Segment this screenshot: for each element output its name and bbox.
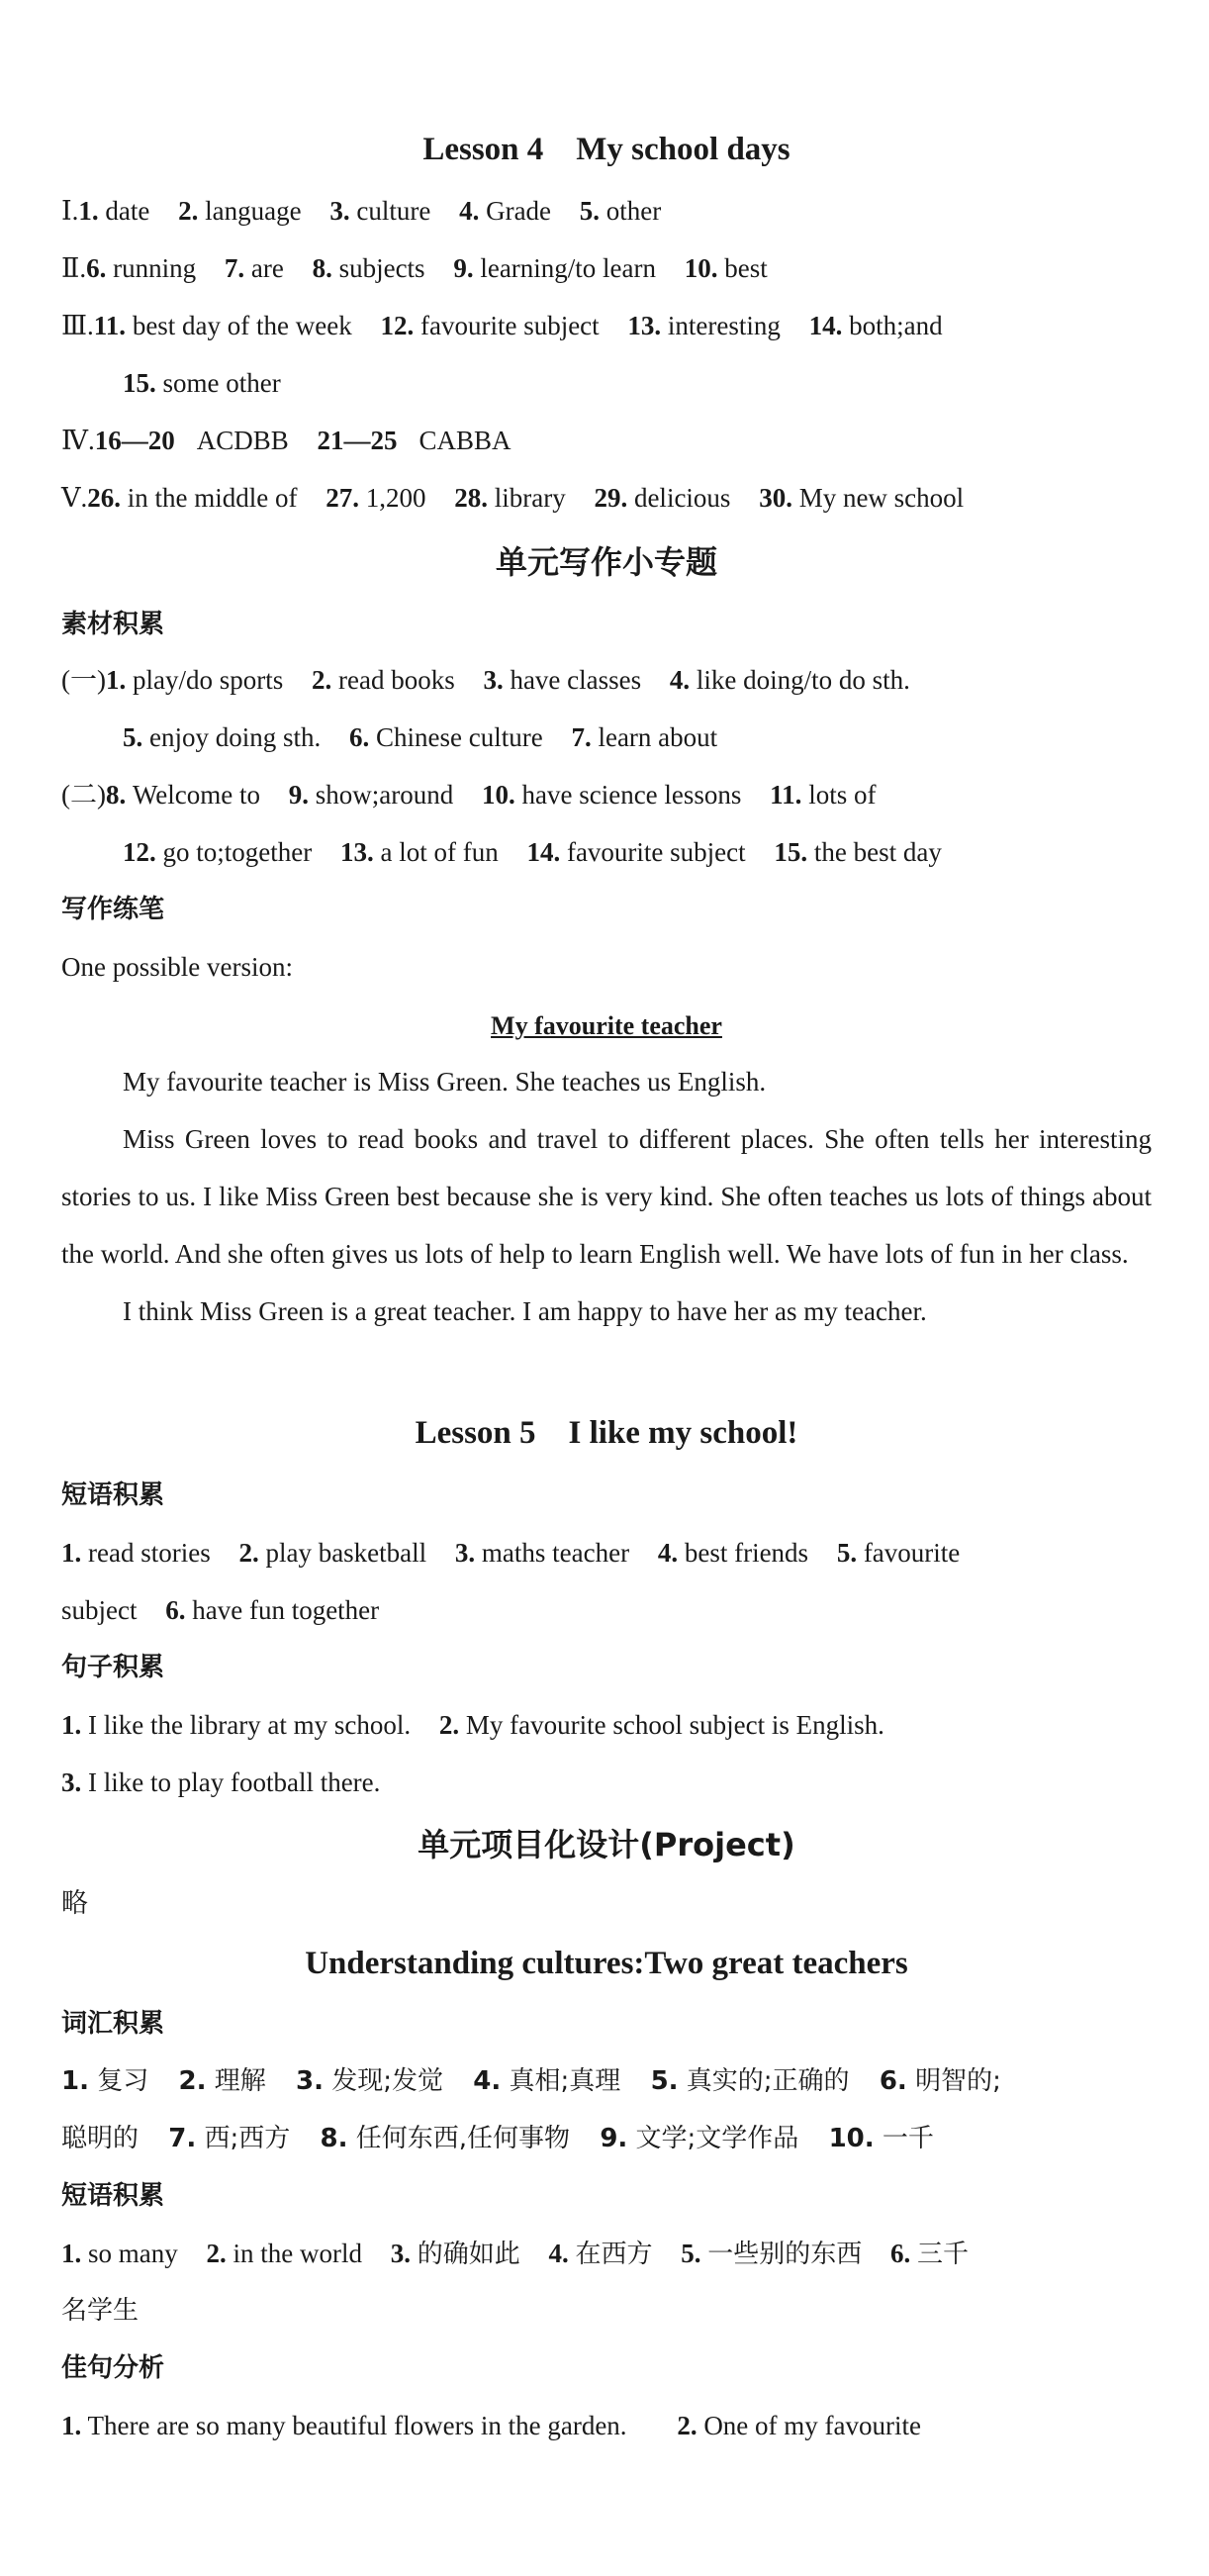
good-sentence-line-1: 1. There are so many beautiful flowers in the garden. 2. One of my favourite bbox=[61, 2411, 921, 2440]
essay-title: My favourite teacher bbox=[491, 1011, 722, 1040]
w-line-1b: 5. enjoy doing sth. 6. Chinese culture 7. learn about bbox=[123, 722, 718, 752]
l4-line-3: Ⅲ.11. best day of the week 12. favourite subject 13. interesting 14. both;and bbox=[61, 311, 943, 340]
l5-phrases-head: 短语积累 bbox=[61, 1480, 165, 1510]
l4-line-5: Ⅴ.26. in the middle of 27. 1,200 28. library 29. delicious 30. My new school bbox=[61, 483, 965, 513]
essay-paragraph-2: Miss Green loves to read books and travel to different places. She often tells her interesting stories to us. I like Miss Green best because she is very kind. She often teaches us lots of things about the world. And she often gives us lots of help to learn English well. We have lots of fun in her class. bbox=[61, 1124, 1152, 1269]
w-line-2: (二)8. Welcome to 9. show;around 10. have science lessons 11. lots of bbox=[61, 780, 877, 810]
l4-line-2: Ⅱ.6. running 7. are 8. subjects 9. learning/to learn 10. best bbox=[61, 253, 768, 283]
l5-sentence-line-2: 3. I like to play football there. bbox=[61, 1767, 381, 1797]
vocab-line-2: 聪明的 7. 西;西方 8. 任何东西,任何事物 9. 文学;文学作品 10. 一千 bbox=[61, 2124, 934, 2153]
essay-body bbox=[61, 1053, 1152, 1340]
phrase-line-1: 1. so many 2. in the world 3. 的确如此 4. 在西方 5. 一些别的东西 6. 三千 bbox=[61, 2239, 970, 2269]
essay-paragraph-1: My favourite teacher is Miss Green. She teaches us English. bbox=[123, 1067, 767, 1097]
l4-line-3b: 15. some other bbox=[123, 368, 281, 398]
lesson5-title: Lesson 5 I like my school! bbox=[415, 1415, 798, 1451]
l5-phrase-line-2: subject 6. have fun together bbox=[61, 1595, 380, 1625]
materials-head: 素材积累 bbox=[61, 610, 165, 639]
essay-paragraph-3: I think Miss Green is a great teacher. I am happy to have her as my teacher. bbox=[123, 1296, 927, 1326]
l4-line-1: Ⅰ.1. date 2. language 3. culture 4. Grade 5. other bbox=[61, 196, 662, 226]
phrases-head: 短语积累 bbox=[61, 2181, 165, 2211]
l5-sentence-line-1: 1. I like the library at my school. 2. My favourite school subject is English. bbox=[61, 1710, 884, 1740]
cultures-title: Understanding cultures:Two great teachers bbox=[305, 1946, 908, 1981]
essay-intro: One possible version: bbox=[61, 952, 293, 982]
project-title: 单元项目化设计(Project) bbox=[418, 1826, 795, 1863]
l4-line-4: Ⅳ.16—20 ACDBB 21—25 CABBA bbox=[61, 426, 512, 455]
writing-title: 单元写作小专题 bbox=[495, 543, 717, 581]
w-line-2b: 12. go to;together 13. a lot of fun 14. favourite subject 15. the best day bbox=[123, 837, 942, 867]
practice-head: 写作练笔 bbox=[61, 895, 165, 924]
lesson4-title: Lesson 4 My school days bbox=[422, 132, 790, 167]
good-sentences-head: 佳句分析 bbox=[61, 2353, 165, 2383]
vocab-line-1: 1. 复习 2. 理解 3. 发现;发觉 4. 真相;真理 5. 真实的;正确的 6. 明智的; bbox=[61, 2066, 1001, 2096]
phrase-line-2: 名学生 bbox=[61, 2296, 140, 2326]
l5-phrase-line-1: 1. read stories 2. play basketball 3. maths teacher 4. best friends 5. favourite bbox=[61, 1538, 961, 1568]
project-text: 略 bbox=[61, 1888, 88, 1919]
w-line-1: (一)1. play/do sports 2. read books 3. have classes 4. like doing/to do sth. bbox=[61, 665, 910, 695]
vocab-head: 词汇积累 bbox=[61, 2009, 165, 2039]
l5-sentences-head: 句子积累 bbox=[61, 1653, 165, 1682]
